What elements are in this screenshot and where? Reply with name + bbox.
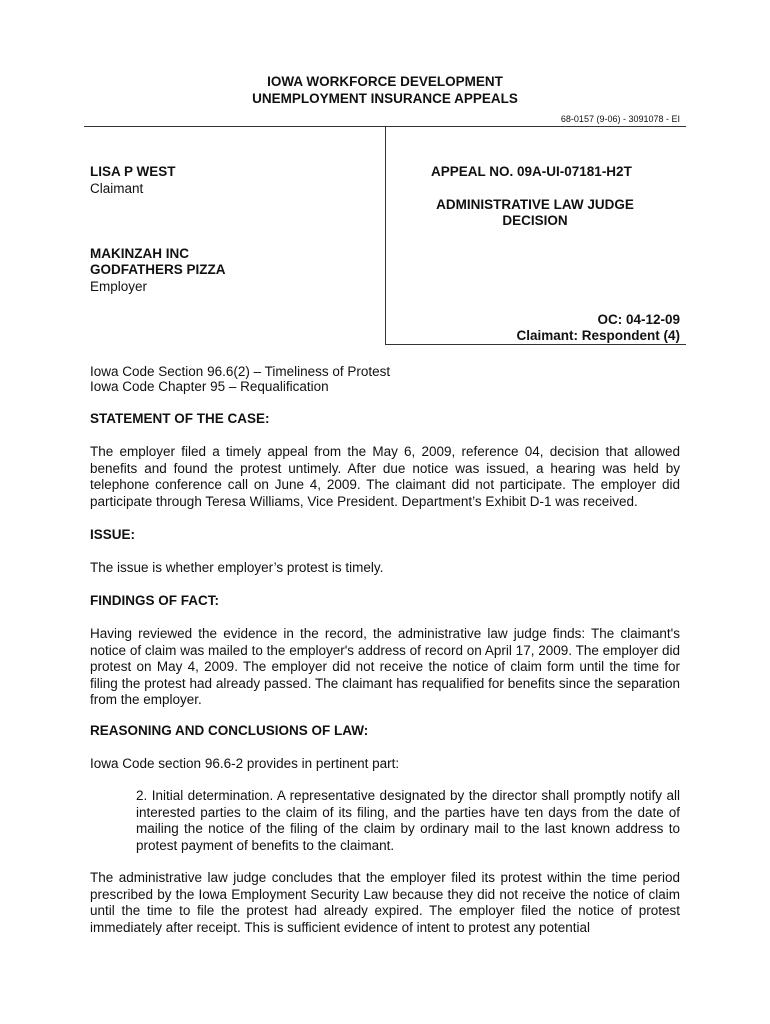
code-reference: Iowa Code Chapter 95 – Requalification bbox=[90, 379, 329, 394]
statute-quote: 2. Initial determination. A representative designated by the director shall promptly notify all interested parties to the claim of its filing, and the parties have ten days from the date of mailing the notice of the filing of the claim by ordinary mail to the last known address to protest payment of benefits to the claimant. bbox=[136, 788, 680, 853]
findings-text: Having reviewed the evidence in the record, the administrative law judge finds: The claimant's notice of claim was mailed to the employer's address of record on April 17, 2009. The employer did protest on May 4, 2009. The employer did not receive the notice of claim form until the time for filing the protest had already passed. The claimant has requalified for benefits since the separation from the employer. bbox=[90, 626, 680, 708]
claimant-name: LISA P WEST bbox=[90, 164, 176, 179]
appeal-number: APPEAL NO. 09A-UI-07181-H2T bbox=[431, 164, 632, 179]
issue-text: The issue is whether employer’s protest is timely. bbox=[90, 560, 384, 575]
employer-name-line-1: MAKINZAH INC bbox=[90, 246, 189, 261]
decision-title-line-2: DECISION bbox=[502, 213, 568, 228]
agency-title: IOWA WORKFORCE DEVELOPMENT bbox=[267, 74, 503, 89]
form-number: 68-0157 (9-06) - 3091078 - EI bbox=[560, 114, 680, 124]
decision-title-line-1: ADMINISTRATIVE LAW JUDGE bbox=[436, 197, 634, 212]
statement-heading: STATEMENT OF THE CASE: bbox=[90, 411, 270, 426]
statement-text: The employer filed a timely appeal from the May 6, 2009, reference 04, decision that allowed benefits and found the protest untimely. After due notice was issued, a hearing was held by telephone conference call on June 4, 2009. The claimant did not participate. The employer did participate through Teresa Williams, Vice President. Department’s Exhibit D-1 was received. bbox=[90, 444, 680, 509]
issue-heading: ISSUE: bbox=[90, 527, 136, 542]
caption-divider bbox=[385, 126, 386, 344]
reasoning-heading: REASONING AND CONCLUSIONS OF LAW: bbox=[90, 723, 369, 738]
conclusion-text: The administrative law judge concludes that the employer filed its protest within the time period prescribed by the Iowa Employment Security Law because they did not receive the notice of claim until the time to file the protest had already expired. The employer filed the notice of protest immediately after receipt. This is sufficient evidence of intent to protest any potential bbox=[90, 870, 680, 935]
employer-role: Employer bbox=[90, 279, 148, 294]
employer-name-line-2: GODFATHERS PIZZA bbox=[90, 262, 226, 277]
division-title: UNEMPLOYMENT INSURANCE APPEALS bbox=[252, 91, 518, 106]
claimant-role: Claimant bbox=[90, 181, 144, 196]
code-reference: Iowa Code Section 96.6(2) – Timeliness of Protest bbox=[90, 364, 391, 379]
findings-heading: FINDINGS OF FACT: bbox=[90, 593, 219, 608]
reasoning-intro: Iowa Code section 96.6-2 provides in pertinent part: bbox=[90, 756, 400, 771]
original-claim-date: OC: 04-12-09 bbox=[597, 312, 680, 327]
claimant-status: Claimant: Respondent (4) bbox=[516, 328, 680, 343]
